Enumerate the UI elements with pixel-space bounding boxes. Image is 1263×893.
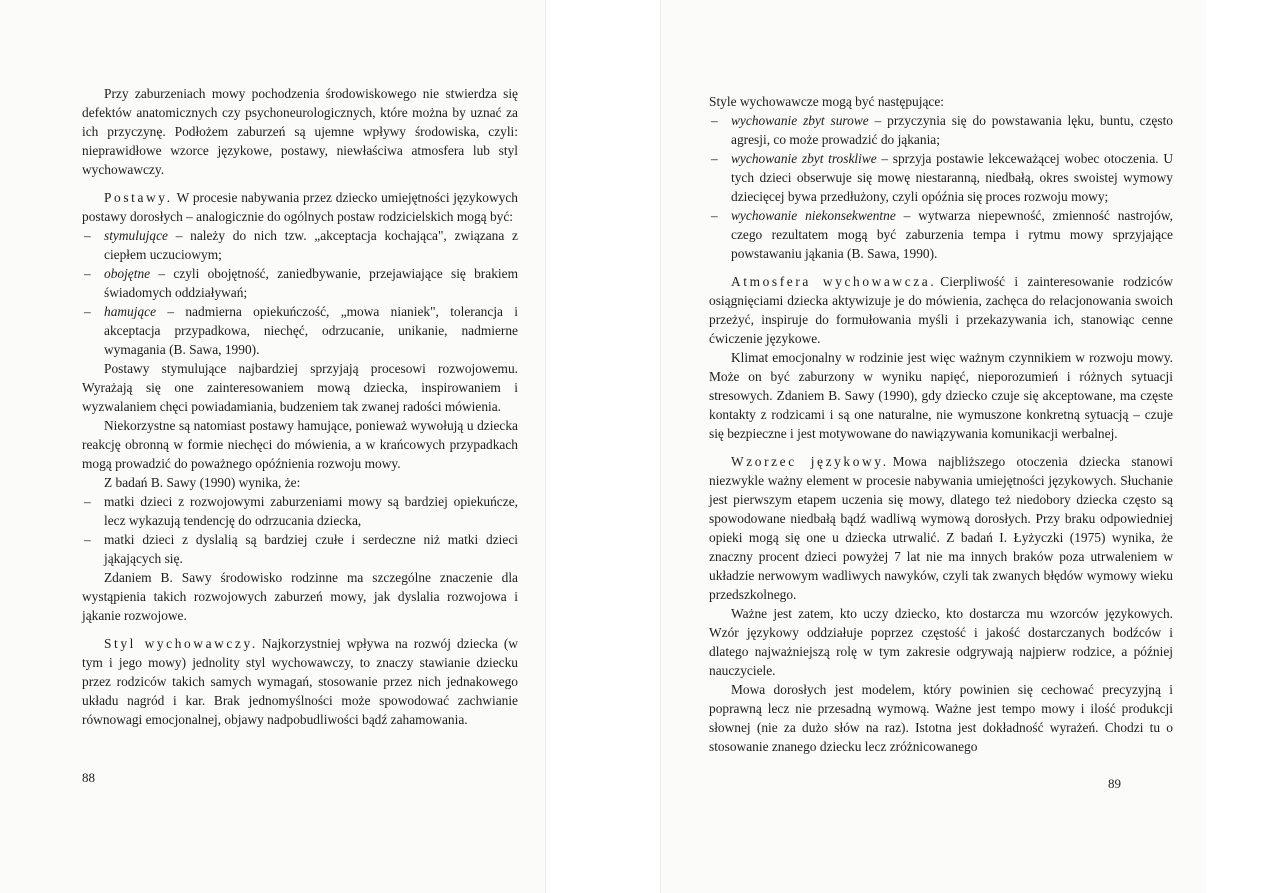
left-page-text [82, 84, 518, 729]
list-item [709, 206, 1173, 263]
paragraph-niekorzystne: Niekorzystne są natomiast postawy hamujące, ponieważ wywołują u dziecka reakcję obronną w formie niechęci do mówienia, a w krańcowych przypadkach mogą prowadzić do poważnego opóźnienia rozwoju mowy. [82, 418, 518, 471]
paragraph-atmosfera [709, 272, 1173, 348]
postawy-list [82, 226, 518, 359]
list-item [709, 149, 1173, 206]
atmosfera-text: Cierpliwość i zainteresowanie rodziców osiągnięciami dziecka aktywizuje je do mówienia, zachęca do relacjonowania swoich przeżyć, inspiruje do formułowania myśli i przekazywania ich, stanowiąc cenne ćwiczenie językowe. [709, 274, 1174, 346]
styl-text: Najkorzystniej wpływa na rozwój dziecka (w tym i jego mowy) jednolity styl wychowawczy, to znaczy stawianie dziecku przez rodziców takich samych wymagań, stosowanie przez nich jednakowego układu nagród i kar. Brak jednomyślności może spowodować zachwianie równowagi emocjonalnej, objawy nadpobudliwości bądź zahamowania. [82, 636, 518, 727]
section-heading-postawy: Postawy. [104, 190, 173, 205]
sawy-list [82, 492, 518, 568]
paragraph-stymulujace: Postawy stymulujące najbardziej sprzyjają procesowi rozwojowemu. Wyrażają się one zainteresowaniem mową dziecka, inspirowaniem i wyzwalaniem chęci powiadamiania, budzeniem tak zwanej radości mówienia. [82, 361, 518, 414]
paragraph-sawy: Z badań B. Sawy (1990) wynika, że: [104, 475, 301, 490]
paragraph-klimat: Klimat emocjonalny w rodzinie jest więc ważnym czynnikiem w rozwoju mowy. Może on być zaburzony w wyniku napięć, nieporozumień i różnych sytuacji stresowych. Zdaniem B. Sawy (1990), gdy dziecko czuje się akceptowane, ma częste kontakty z rodzicami i są one naturalne, nie wymuszone konkretną sytuacją – czuje się bezpieczne i jest motywowane do nawiązywania komunikacji werbalnej. [709, 350, 1173, 441]
list-item [709, 111, 1173, 149]
list-item-text: – wytwarza niepewność, zmienność nastrojów, czego rezultatem mogą być zaburzenia tempa i rytmu mowy sprzyjające powstawaniu jąkania (B. Sawa, 1990). [731, 208, 1174, 261]
list-item-term: wychowanie zbyt surowe [731, 113, 869, 128]
list-item-term: hamujące [104, 304, 157, 319]
list-item [82, 264, 518, 302]
list-item-text: – przyczynia się do powstawania lęku, buntu, często agresji, co może prowadzić do jąkania; [731, 113, 1173, 147]
list-item [82, 226, 518, 264]
paragraph-style-intro: Style wychowawcze mogą być następujące: [709, 94, 944, 109]
list-item [82, 302, 518, 359]
paragraph-srodowisko: Przy zaburzeniach mowy pochodzenia środowiskowego nie stwierdza się defektów anatomicznych czy psychoneurologicznych, które można by uznać za ich przyczynę. Podłożem zaburzeń są ujemne wpływy środowiska, czyli: nieprawidłowe wzorce językowe, postawy, niewłaściwa atmosfera lub styl wychowawczy. [82, 86, 518, 177]
right-page [660, 0, 1206, 893]
list-item: – matki dzieci z dyslalią są bardziej czułe i serdeczne niż matki dzieci jąkających się. [82, 530, 518, 568]
paragraph-styl [82, 634, 518, 729]
wzorzec-text: Mowa najbliższego otoczenia dziecka stanowi niezwykle ważny element w procesie nabywania umiejętności językowych. Słuchanie jest pierwszym etapem uczenia się mowy, dlatego też niedobory dziecka często są spowodowane niedbałą bądź wadliwą wymową dorosłych. Przy braku odpowiedniej opieki mogą się one u dziecka utrwalić. Z badań I. Łyżyczki (1975) wynika, że znaczny procent dzieci powyżej 7 lat nie ma innych braków poza utrwaleniem w układzie nerwowym wadliwych nawyków, czyli tak zwanych błędów wymowy wieku przedszkolnego. [709, 454, 1174, 602]
section-heading-styl: Styl wychowawczy. [104, 636, 258, 651]
list-item-text: – należy do nich tzw. „akceptacja kochająca", związana z ciepłem uczuciowym; [104, 228, 518, 262]
paragraph-postawy [82, 188, 518, 226]
list-item-text: – nadmierna opiekuńczość, „mowa nianiek", tolerancja i akceptacja przypadkowa, niechęć, odrzucanie, unikanie, nadmierne wymagania (B. Sawa, 1990). [104, 304, 518, 357]
section-heading-atmosfera: Atmosfera wychowawcza. [731, 274, 937, 289]
page-number-right: 89 [1108, 776, 1121, 791]
list-item-term: wychowanie niekonsekwentne [731, 208, 896, 223]
right-page-text [709, 92, 1173, 756]
list-item-term: wychowanie zbyt troskliwe [731, 151, 877, 166]
paragraph-zdaniem: Zdaniem B. Sawy środowisko rodzinne ma szczególne znaczenie dla wystąpienia takich rozwojowych zaburzeń mowy, jak dyslalia rozwojowa i jąkanie rozwojowe. [82, 570, 518, 623]
page-number-left: 88 [82, 770, 95, 785]
list-item-text: – sprzyja postawie lekceważącej wobec otoczenia. U tych dzieci obserwuje się mowę niestaranną, niedbałą, okres swoistej wymowy dziecięcej bywa przedłużony, czyli opóźnia się proces rozwoju mowy; [731, 151, 1173, 204]
paragraph-wazne: Ważne jest zatem, kto uczy dziecko, kto dostarcza mu wzorców językowych. Wzór językowy oddziałuje poprzez częstość i jakość dostarczanych bodźców i dlatego najważniejszą rolę w tym zakresie odgrywają najpierw rodzice, a później nauczyciele. [709, 606, 1173, 678]
list-item-term: obojętne [104, 266, 151, 281]
list-item: – matki dzieci z rozwojowymi zaburzeniami mowy są bardziej opiekuńcze, lecz wykazują tendencję do odrzucania dziecka, [82, 492, 518, 530]
styles-list [709, 111, 1173, 263]
paragraph-wzorzec [709, 452, 1173, 604]
list-item-term: stymulujące [104, 228, 168, 243]
postawy-text: W procesie nabywania przez dziecko umiejętności językowych postawy dorosłych – analogicznie do ogólnych postaw rodzicielskich mogą być: [82, 190, 518, 224]
list-item-text: – czyli obojętność, zaniedbywanie, przejawiające się brakiem świadomych oddziaływań; [104, 266, 518, 300]
paragraph-mowa: Mowa dorosłych jest modelem, który powinien się cechować precyzyjną i poprawną lecz nie przesadną wymową. Ważne jest tempo mowy i ilość produkcji słownej (nie za dużo słów na raz). Istotna jest dokładność wyrażeń. Chodzi tu o stosowanie znanego dziecku lecz zróżnicowanego [709, 682, 1173, 754]
section-heading-wzorzec: Wzorzec językowy. [731, 454, 889, 469]
left-page [0, 0, 546, 893]
